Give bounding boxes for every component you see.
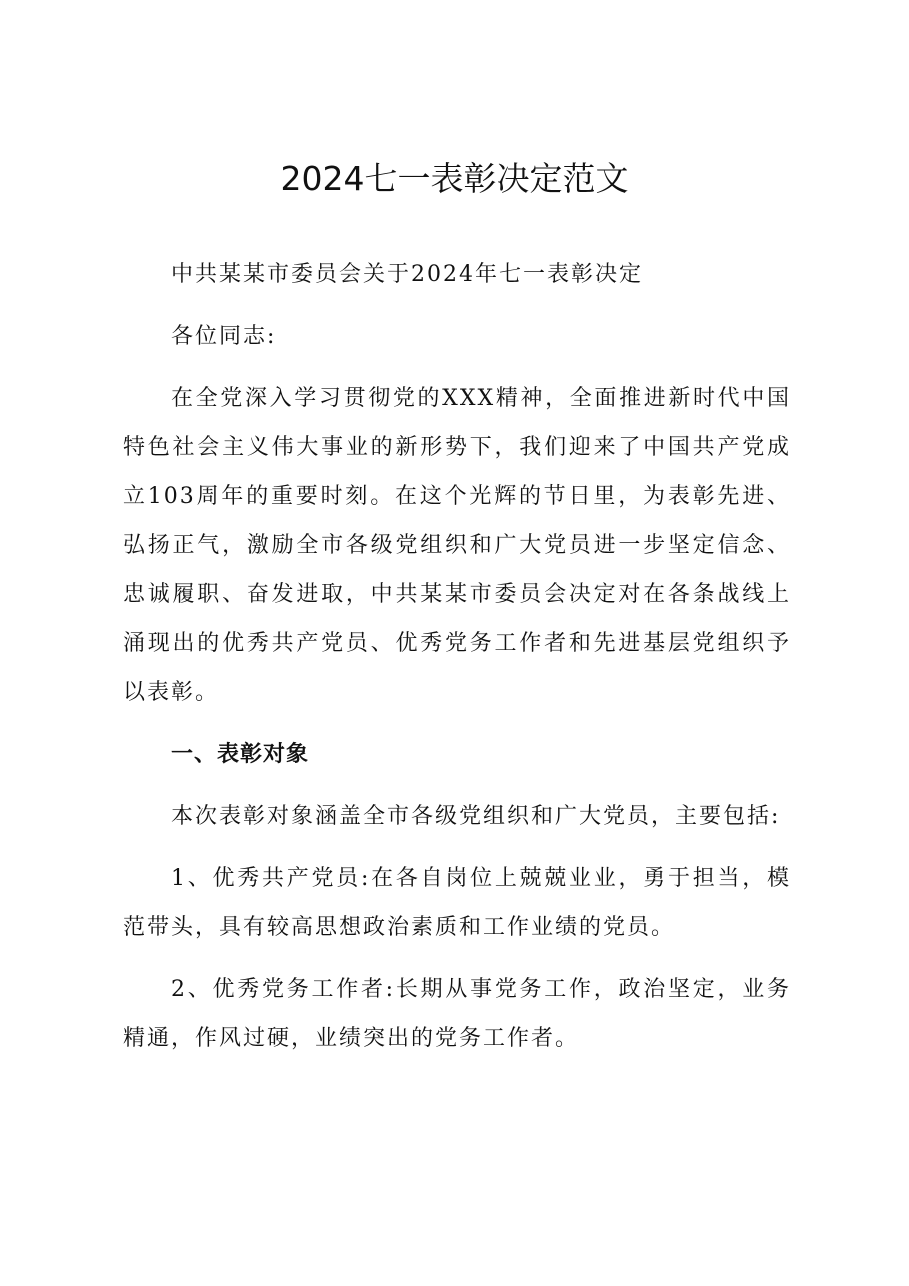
section-heading-1: 一、表彰对象 bbox=[171, 742, 310, 767]
salutation: 各位同志: bbox=[171, 324, 277, 349]
list-item-2: 2、优秀党务工作者:长期从事党务工作，政治坚定，业务精通，作风过硬，业绩突出的党务工作者。 bbox=[123, 977, 791, 1051]
intro-paragraph: 在全党深入学习贯彻党的XXX精神，全面推进新时代中国特色社会主义伟大事业的新形势下，我们迎来了中国共产党成立103周年的重要时刻。在这个光辉的节日里，为表彰先进、弘扬正气，激励全市各级党组织和广大党员进一步坚定信念、忠诚履职、奋发进取，中共某某市委员会决定对在各条战线上涌现出的优秀共产党员、优秀党务工作者和先进基层党组织予以表彰。 bbox=[123, 386, 791, 705]
list-item-1: 1、优秀共产党员:在各自岗位上兢兢业业，勇于担当，模范带头，具有较高思想政治素质和工作业绩的党员。 bbox=[123, 866, 791, 940]
document-subtitle: 中共某某市委员会关于2024年七一表彰决定 bbox=[171, 262, 643, 287]
document-title: 2024七一表彰决定范文 bbox=[280, 159, 629, 198]
section-1-intro: 本次表彰对象涵盖全市各级党组织和广大党员，主要包括: bbox=[171, 804, 781, 829]
document-body bbox=[123, 250, 791, 1063]
